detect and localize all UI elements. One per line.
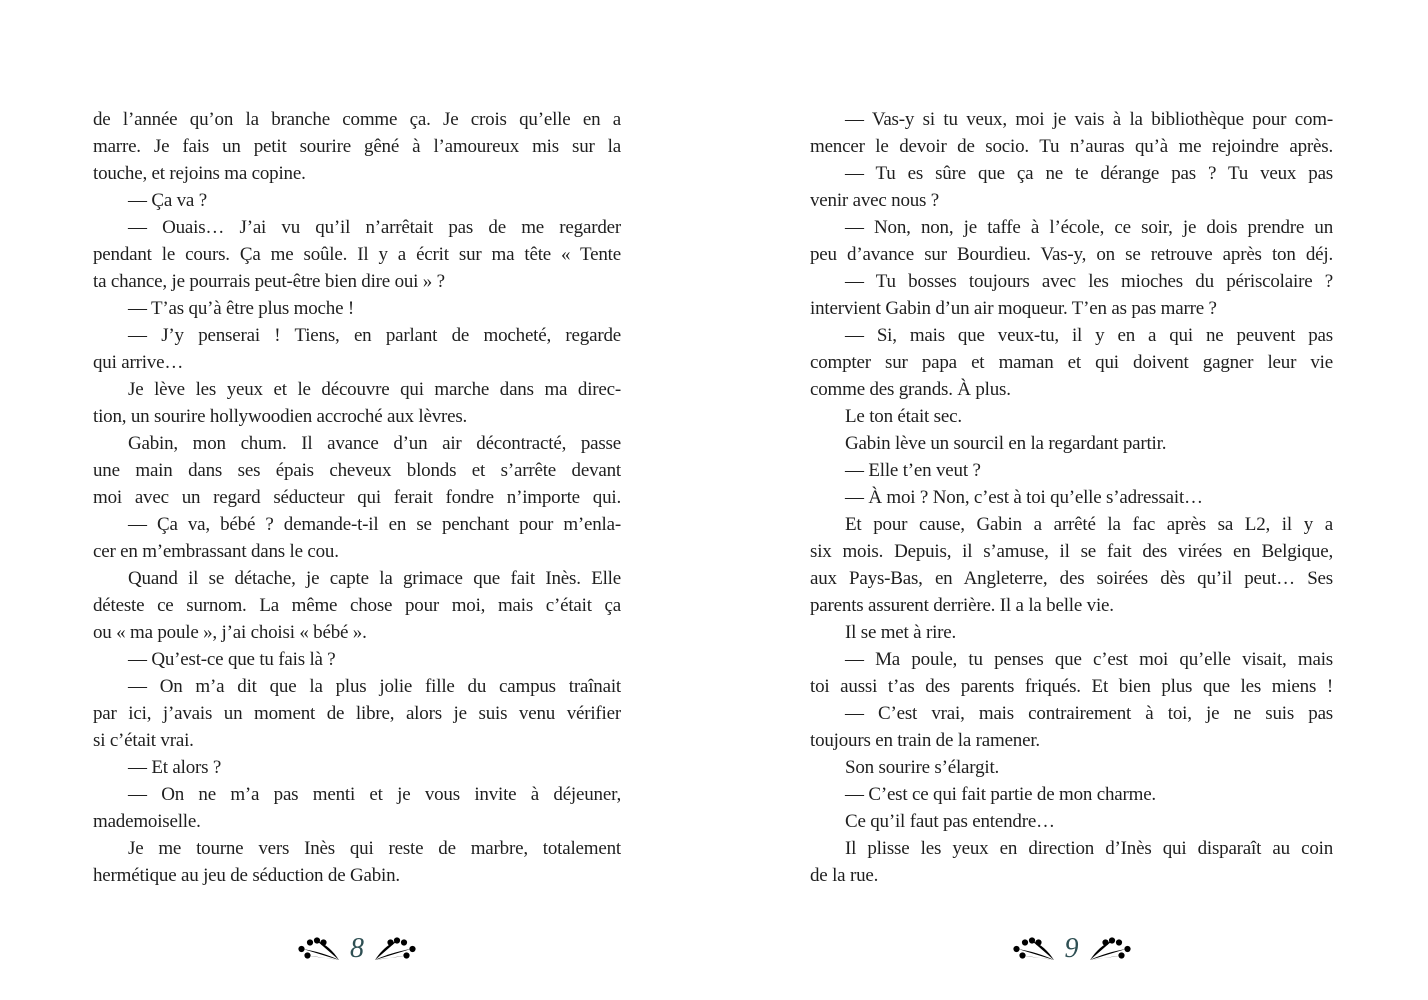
text-line: Gabin lève un sourcil en la regardant partir. [845, 433, 1167, 454]
text-line: parents assurent derrière. Il a la belle vie. [810, 595, 1114, 616]
text-line: — Tu es sûre que ça ne te dérange pas ? Tu veux pas [845, 163, 1333, 184]
text-line: — On m’a dit que la plus jolie fille du campus traînait [128, 676, 621, 697]
text-line: — Elle t’en veut ? [845, 460, 981, 481]
text-line: Ce qu’il faut pas entendre… [845, 811, 1055, 832]
page-right-text [810, 106, 1333, 889]
berry-sprig-left-icon [1012, 937, 1056, 963]
text-line: — C’est ce qui fait partie de mon charme. [845, 784, 1156, 805]
text-line: — Ça va ? [128, 190, 207, 211]
text-line: Je lève les yeux et le découvre qui marche dans ma direc- [128, 379, 621, 400]
text-line: — Non, non, je taffe à l’école, ce soir, je dois prendre un [845, 217, 1333, 238]
text-line: une main dans ses épais cheveux blonds et s’arrête devant [93, 460, 621, 481]
text-line: marre. Je fais un petit sourire gêné à l’amoureux mis sur la [93, 136, 621, 157]
text-line: — Ma poule, tu penses que c’est moi qu’elle visait, mais [845, 649, 1333, 670]
text-line: aux Pays-Bas, en Angleterre, des soirées dès qu’il peut… Ses [810, 568, 1333, 589]
text-line: pendant le cours. Ça me soûle. Il y a écrit sur ma tête « Tente [93, 244, 621, 265]
text-line: moi avec un regard séducteur qui ferait fondre n’importe qui. [93, 487, 621, 508]
text-line: — Ça va, bébé ? demande-t-il en se penchant pour m’enla- [128, 514, 621, 535]
text-line: Son sourire s’élargit. [845, 757, 1000, 778]
text-line: Il plisse les yeux en direction d’Inès qui disparaît au coin [845, 838, 1333, 859]
page-number-right: 9 [1064, 933, 1079, 964]
text-line: déteste ce surnom. La même chose pour moi, mais c’était ça [93, 595, 621, 616]
text-line: venir avec nous ? [810, 190, 940, 211]
text-line: si c’était vrai. [93, 730, 194, 751]
text-line: — Tu bosses toujours avec les mioches du périscolaire ? [845, 271, 1333, 292]
text-line: hermétique au jeu de séduction de Gabin. [93, 865, 400, 886]
text-line: — Si, mais que veux-tu, il y en a qui ne peuvent pas [845, 325, 1333, 346]
berry-sprig-right-icon [373, 937, 417, 963]
text-line: mencer le devoir de socio. Tu n’auras qu’à me rejoindre après. [810, 136, 1333, 157]
text-line: six mois. Depuis, il s’amuse, il se fait des virées en Belgique, [810, 541, 1333, 562]
text-line: Il se met à rire. [845, 622, 957, 643]
text-line: Je me tourne vers Inès qui reste de marbre, totalement [128, 838, 621, 859]
text-line: compter sur papa et maman et qui doivent gagner leur vie [810, 352, 1333, 373]
text-line: mademoiselle. [93, 811, 201, 832]
page-right-footer [810, 931, 1333, 969]
text-line: — Ouais… J’ai vu qu’il n’arrêtait pas de me regarder [128, 217, 621, 238]
text-line: — T’as qu’à être plus moche ! [128, 298, 354, 319]
text-line: Le ton était sec. [845, 406, 962, 427]
page-number-left: 8 [350, 933, 364, 964]
text-line: comme des grands. À plus. [810, 379, 1011, 400]
berry-sprig-left-icon [297, 937, 341, 963]
text-line: — J’y penserai ! Tiens, en parlant de mocheté, regarde [128, 325, 621, 346]
text-line: cer en m’embrassant dans le cou. [93, 541, 339, 562]
text-line: Gabin, mon chum. Il avance d’un air décontracté, passe [128, 433, 621, 454]
text-line: par ici, j’avais un moment de libre, alors je suis venu vérifier [93, 703, 621, 724]
text-line: de l’année qu’on la branche comme ça. Je crois qu’elle en a [93, 109, 621, 130]
text-line: qui arrive… [93, 352, 184, 373]
text-line: Et pour cause, Gabin a arrêté la fac après sa L2, il y a [845, 514, 1333, 535]
text-line: touche, et rejoins ma copine. [93, 163, 306, 184]
page-left-footer [93, 931, 621, 969]
text-line: intervient Gabin d’un air moqueur. T’en as pas marre ? [810, 298, 1217, 319]
text-line: toi aussi t’as des parents friqués. Et bien plus que les miens ! [810, 676, 1333, 697]
text-line: — Et alors ? [128, 757, 222, 778]
text-line: — C’est vrai, mais contrairement à toi, je ne suis pas [845, 703, 1333, 724]
text-line: — Vas-y si tu veux, moi je vais à la bibliothèque pour com- [845, 109, 1333, 130]
text-line: de la rue. [810, 865, 879, 886]
text-line: — On ne m’a pas menti et je vous invite à déjeuner, [128, 784, 621, 805]
text-line: Quand il se détache, je capte la grimace que fait Inès. Elle [128, 568, 621, 589]
page-left-text [93, 106, 621, 889]
text-line: ta chance, je pourrais peut-être bien dire oui » ? [93, 271, 445, 292]
text-line: peu d’avance sur Bourdieu. Vas-y, on se retrouve après ton déj. [810, 244, 1333, 265]
text-line: toujours en train de la ramener. [810, 730, 1040, 751]
text-line: tion, un sourire hollywoodien accroché aux lèvres. [93, 406, 468, 427]
berry-sprig-right-icon [1088, 937, 1132, 963]
text-line: — À moi ? Non, c’est à toi qu’elle s’adressait… [845, 487, 1203, 508]
text-line: — Qu’est-ce que tu fais là ? [128, 649, 336, 670]
text-line: ou « ma poule », j’ai choisi « bébé ». [93, 622, 367, 643]
